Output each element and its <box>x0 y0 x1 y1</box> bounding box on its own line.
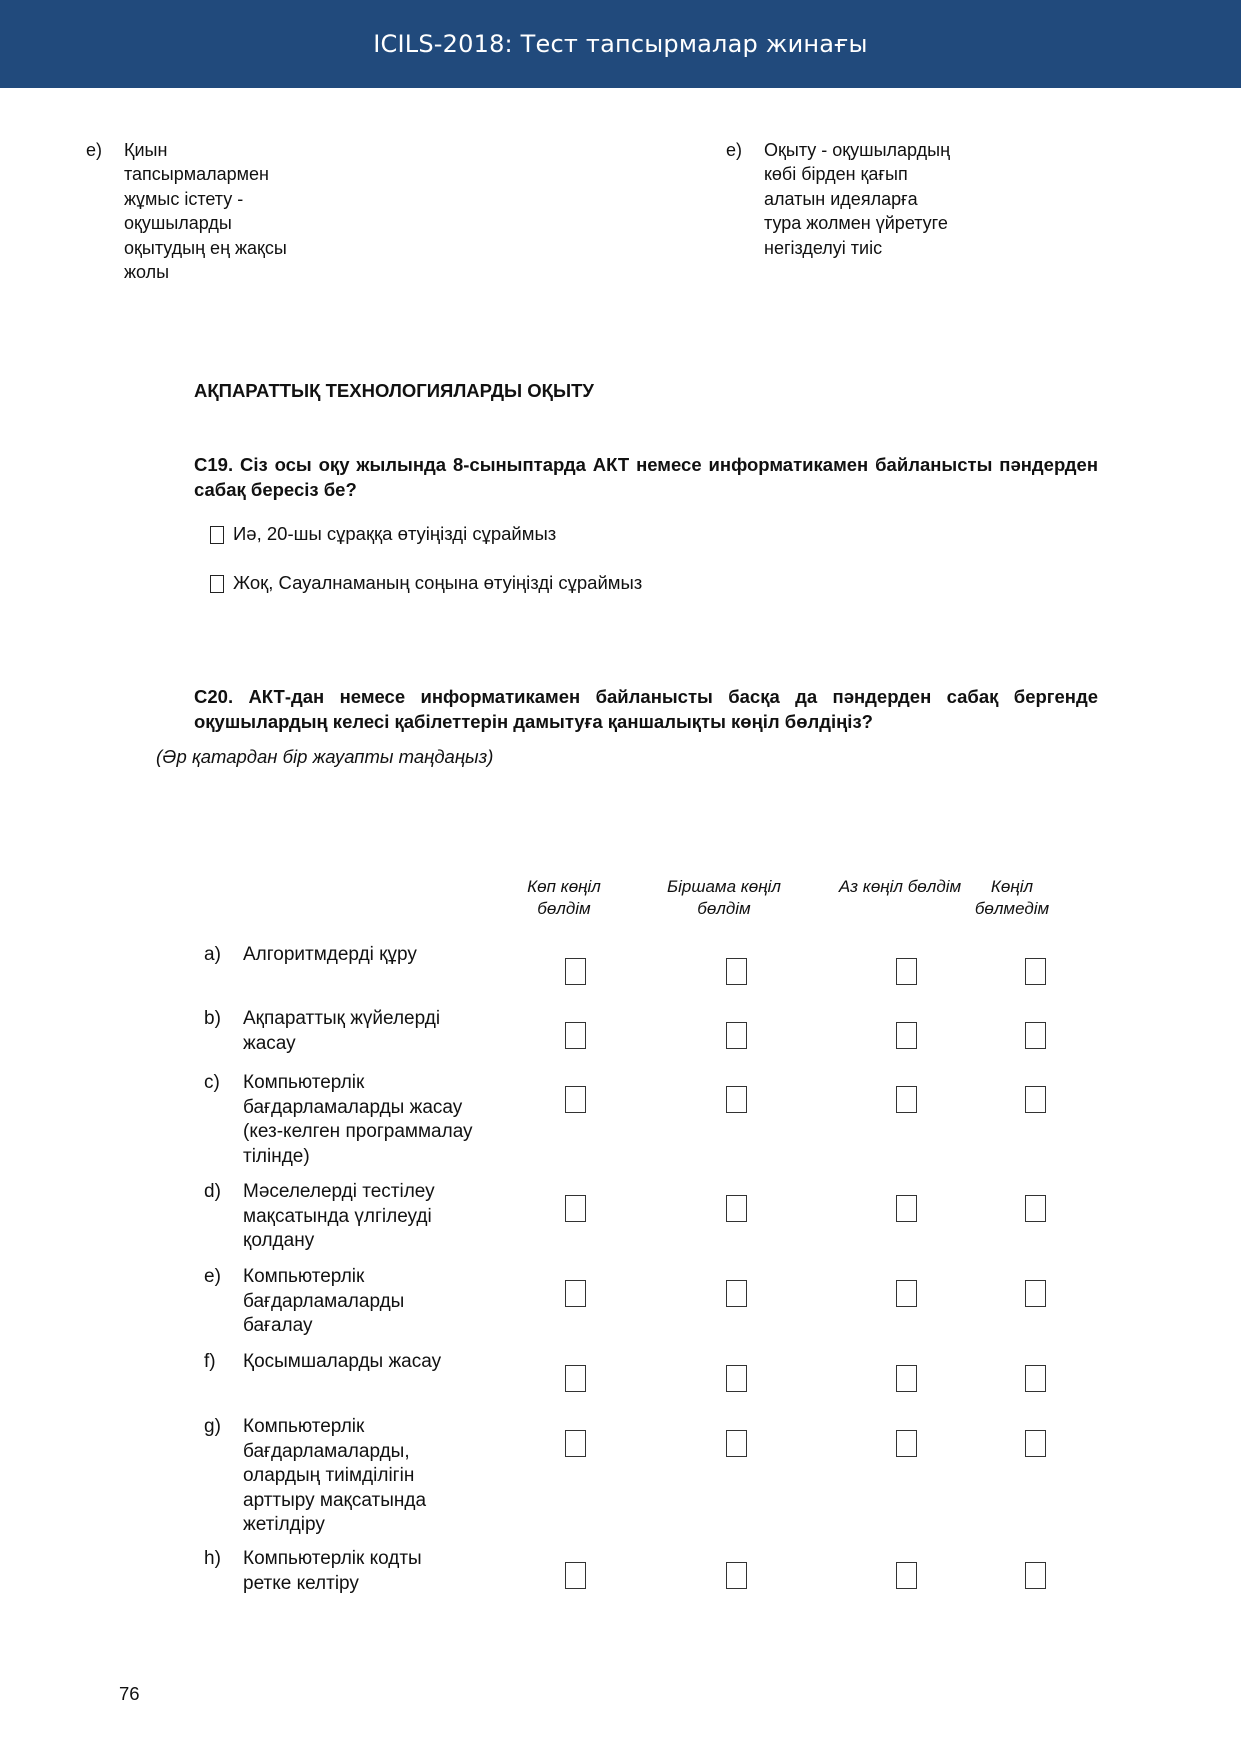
section-heading: АҚПАРАТТЫҚ ТЕХНОЛОГИЯЛАРДЫ ОҚЫТУ <box>194 380 594 401</box>
answer-label: Жоқ, Сауалнаманың соңына өтуіңізді сұраймыз <box>233 572 643 593</box>
rating-checkbox[interactable] <box>1025 1280 1046 1307</box>
rating-checkbox[interactable] <box>1025 1195 1046 1222</box>
row-letter: e) <box>204 1266 221 1287</box>
rating-checkbox[interactable] <box>1025 958 1046 985</box>
checkbox-icon[interactable] <box>210 575 224 593</box>
row-label: Қосымшаларды жасау <box>243 1351 442 1372</box>
answer-instruction: (Әр қатардан бір жауапты таңдаңыз) <box>156 746 494 767</box>
column-header-line: Біршама көңіл <box>667 877 781 896</box>
rating-checkbox[interactable] <box>1025 1562 1046 1589</box>
answer-option-yes[interactable] <box>210 523 556 545</box>
rating-checkbox[interactable] <box>726 1430 747 1457</box>
column-header-line: бөлмедім <box>974 899 1050 918</box>
rating-checkbox[interactable] <box>565 1022 586 1049</box>
page-number: 76 <box>119 1683 140 1704</box>
row-letter: c) <box>204 1072 220 1093</box>
column-header-much <box>489 876 639 920</box>
row-letter: f) <box>204 1351 216 1372</box>
rating-checkbox[interactable] <box>896 1086 917 1113</box>
rating-checkbox[interactable] <box>1025 1365 1046 1392</box>
rating-checkbox[interactable] <box>896 958 917 985</box>
header-band <box>0 0 1241 88</box>
question-c19: С19. Сіз осы оқу жылында 8-сыныптарда АКТ немесе информатикамен байланысты пәндерден сабақ бересіз бе? <box>194 454 1098 500</box>
rating-checkbox[interactable] <box>1025 1430 1046 1457</box>
rating-checkbox[interactable] <box>896 1022 917 1049</box>
row-letter: h) <box>204 1548 221 1569</box>
rating-checkbox[interactable] <box>565 1430 586 1457</box>
column-header-little <box>823 876 977 898</box>
row-letter: a) <box>204 944 221 965</box>
column-header-line: Көңіл <box>990 877 1034 896</box>
column-header-line: бөлдім <box>697 899 751 918</box>
rating-checkbox[interactable] <box>726 1022 747 1049</box>
column-header-line: Көп көңіл <box>527 877 601 896</box>
row-label: Ақпараттық жүйелерді жасау <box>243 1008 441 1054</box>
row-label: Компьютерлік бағдарламаларды бағалау <box>243 1266 405 1336</box>
rating-checkbox[interactable] <box>896 1195 917 1222</box>
rating-checkbox[interactable] <box>1025 1022 1046 1049</box>
row-label: Компьютерлік кодты ретке келтіру <box>243 1548 422 1594</box>
option-text: Оқыту - оқушылардың көбі бірден қағып алатын идеяларға тура жолмен үйретуге негізделуі тиіс <box>764 140 951 258</box>
rating-checkbox[interactable] <box>565 958 586 985</box>
column-header-somewhat <box>649 876 799 920</box>
column-header-line: Аз көңіл бөлдім <box>838 877 962 896</box>
column-header-line: бөлдім <box>537 899 591 918</box>
row-label: Мәселелерді тестілеу мақсатында үлгілеуді қолдану <box>243 1181 435 1251</box>
row-letter: d) <box>204 1181 221 1202</box>
option-letter: е) <box>86 140 103 160</box>
answer-option-no[interactable] <box>210 572 642 594</box>
rating-checkbox[interactable] <box>896 1365 917 1392</box>
rating-checkbox[interactable] <box>565 1195 586 1222</box>
question-c20: С20. АКТ-дан немесе информатикамен байланысты басқа да пәндерден сабақ бергенде оқушылардың келесі қабілеттерін дамытуға қаншалықты көңіл бөлдіңіз? <box>194 686 1098 732</box>
column-header-none <box>957 876 1067 920</box>
rating-checkbox[interactable] <box>565 1280 586 1307</box>
row-label: Алгоритмдерді құру <box>243 944 417 965</box>
rating-checkbox[interactable] <box>565 1086 586 1113</box>
rating-checkbox[interactable] <box>726 1365 747 1392</box>
row-letter: b) <box>204 1008 221 1029</box>
checkbox-icon[interactable] <box>210 526 224 544</box>
option-letter: е) <box>726 140 743 160</box>
row-label: Компьютерлік бағдарламаларды, олардың тиімділігін арттыру мақсатында жетілдіру <box>243 1416 427 1535</box>
rating-checkbox[interactable] <box>726 958 747 985</box>
rating-checkbox[interactable] <box>726 1280 747 1307</box>
rating-checkbox[interactable] <box>896 1430 917 1457</box>
answer-label: Иә, 20-шы сұраққа өтуіңізді сұраймыз <box>233 523 557 544</box>
rating-checkbox[interactable] <box>896 1562 917 1589</box>
rating-checkbox[interactable] <box>896 1280 917 1307</box>
document-title: ICILS-2018: Тест тапсырмалар жинағы <box>373 30 868 58</box>
row-label: Компьютерлік бағдарламаларды жасау (кез-келген программалау тілінде) <box>243 1072 473 1167</box>
rating-checkbox[interactable] <box>726 1195 747 1222</box>
row-letter: g) <box>204 1416 221 1437</box>
option-text: Қиын тапсырмалармен жұмыс істету - оқушыларды оқытудың ең жақсы жолы <box>124 140 287 283</box>
rating-checkbox[interactable] <box>726 1562 747 1589</box>
rating-checkbox[interactable] <box>726 1086 747 1113</box>
rating-checkbox[interactable] <box>565 1562 586 1589</box>
rating-checkbox[interactable] <box>1025 1086 1046 1113</box>
rating-checkbox[interactable] <box>565 1365 586 1392</box>
